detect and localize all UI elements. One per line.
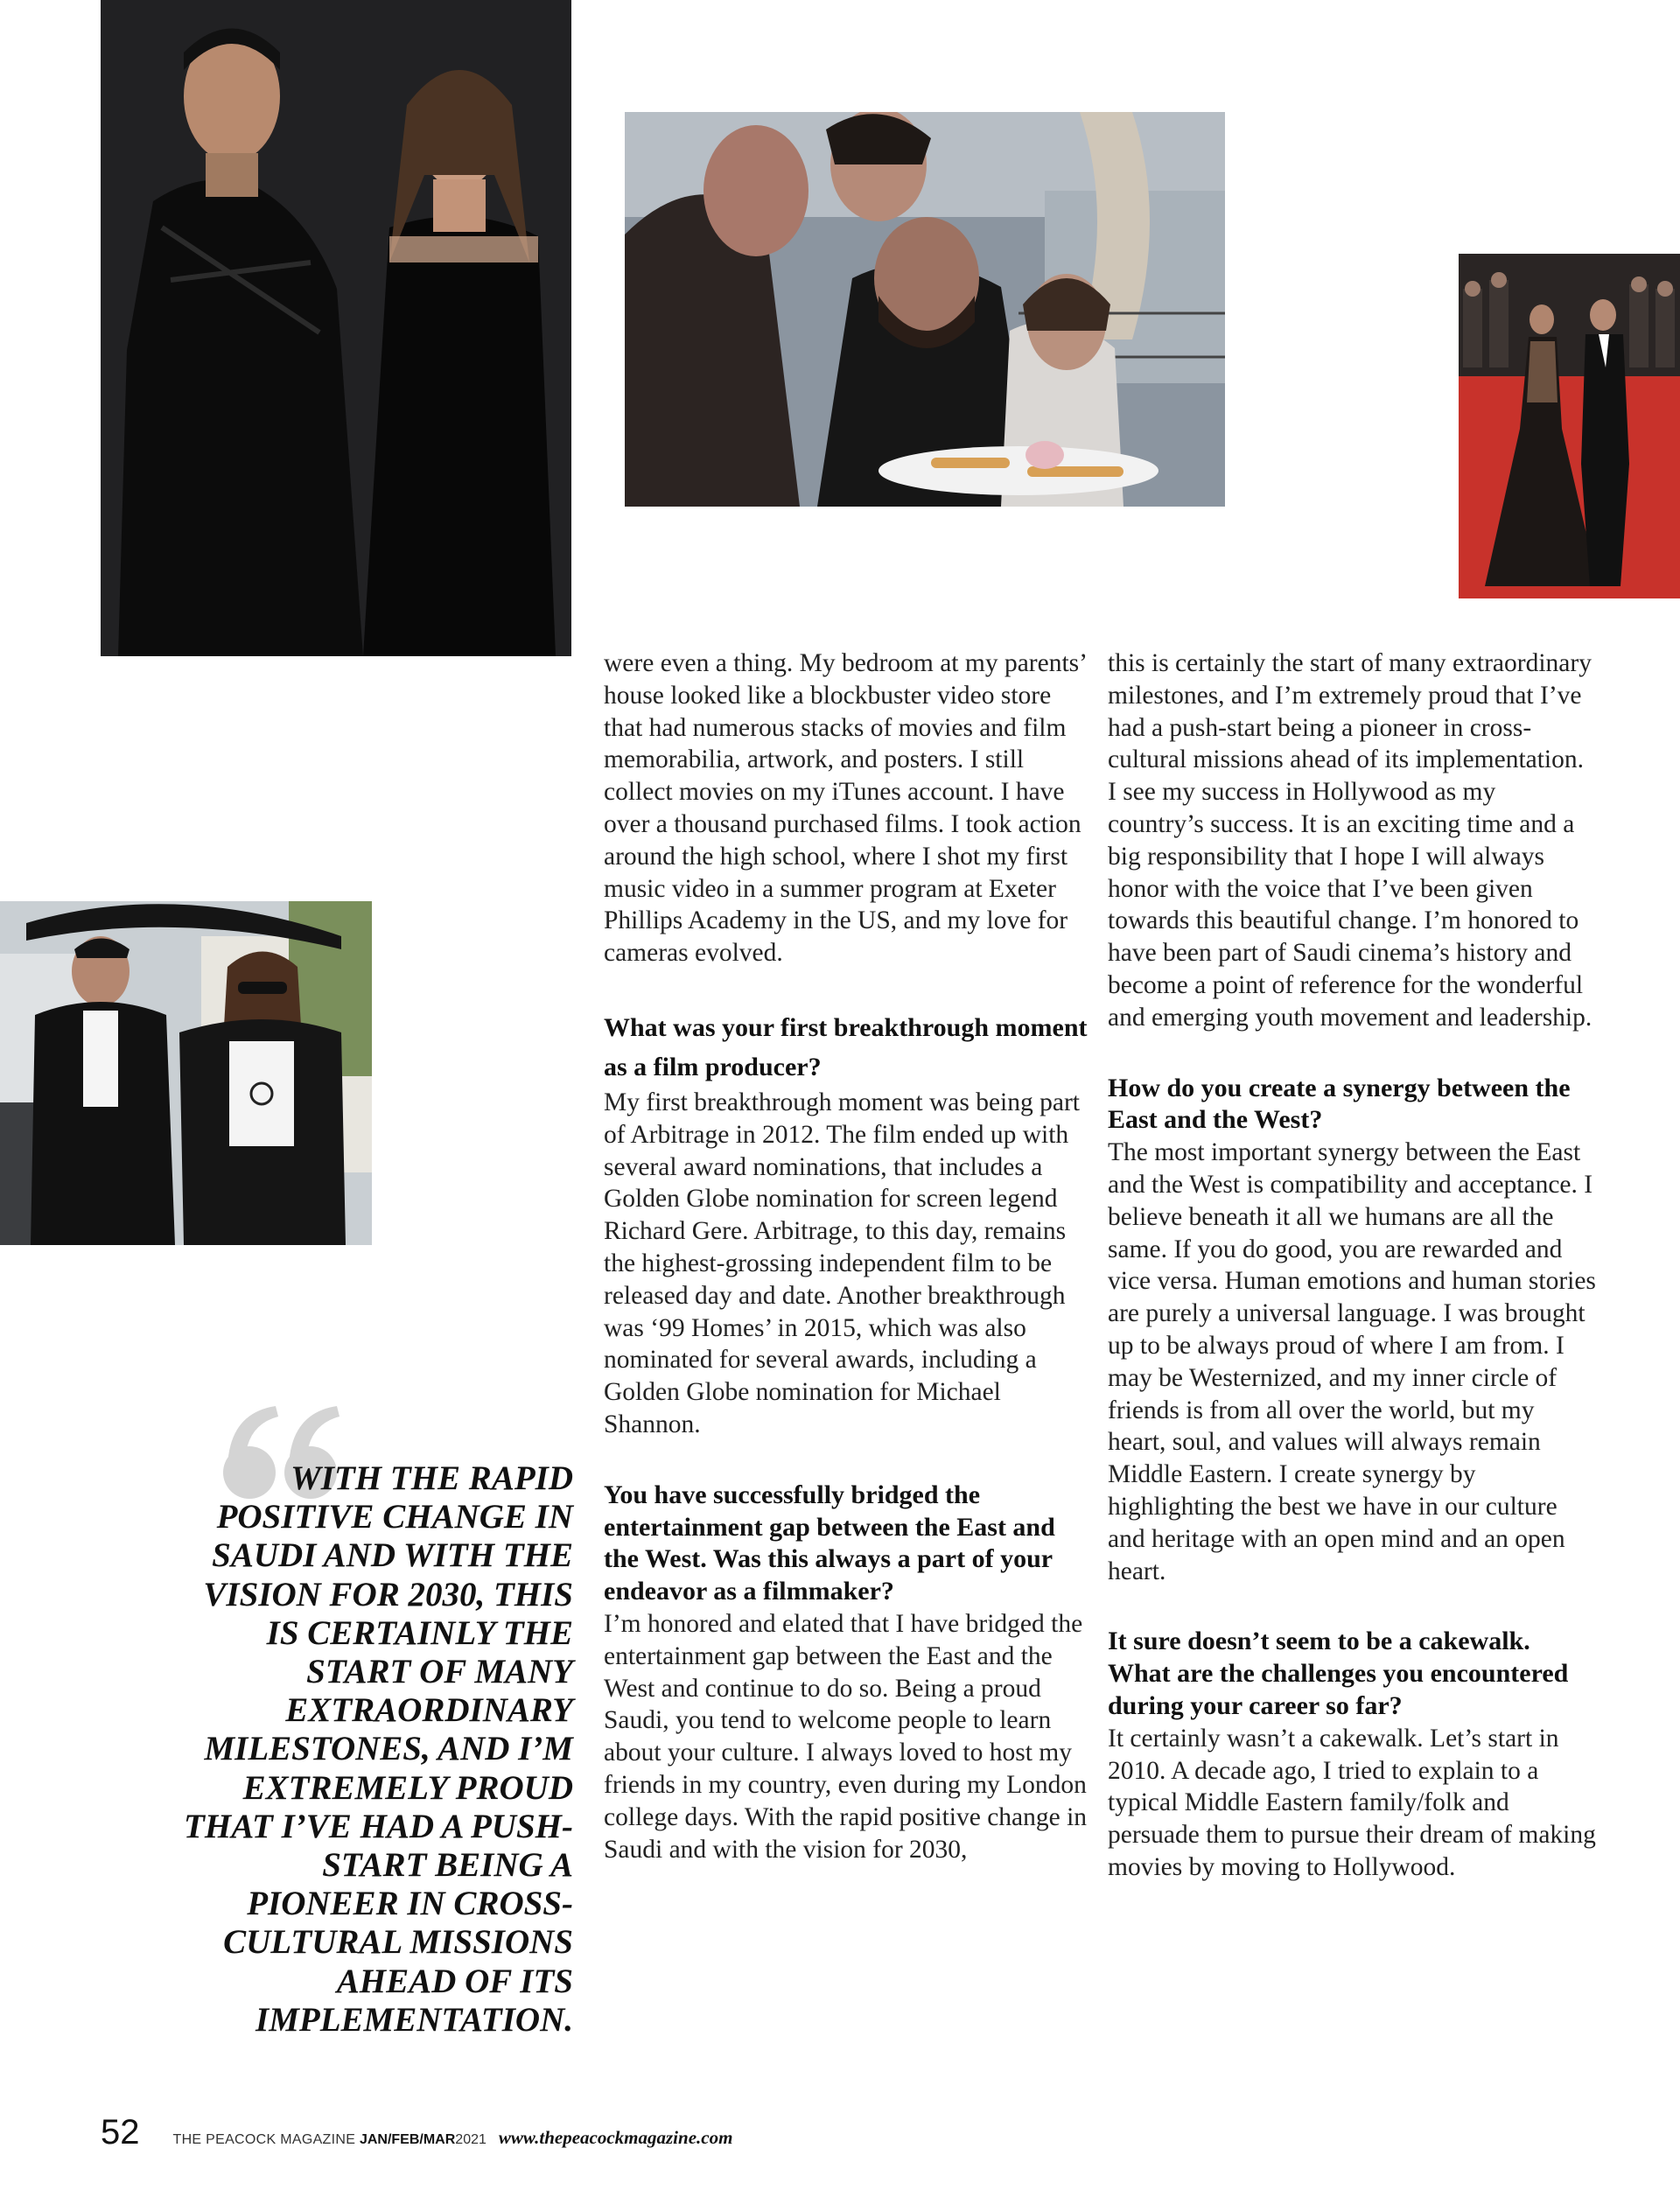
question-bridging-east-west: You have successfully bridged the entertainment gap between the East and the West. Was this always a part of your endeavor as a filmmaker? xyxy=(604,1480,1055,1606)
website-link[interactable]: www.thepeacockmagazine.com xyxy=(498,2127,733,2148)
page-footer xyxy=(101,2113,732,2157)
photo-friends-by-sea xyxy=(625,112,1225,507)
photo-couple-under-umbrella xyxy=(0,901,372,1245)
issue-label: JAN/FEB/MAR xyxy=(359,2132,456,2147)
column-2-paragraph: this is certainly the start of many extraordinary milestones, and I’m extremely proud that I’ve had a push-start being a pioneer in cross-cultural missions ahead of its implementation. I see my success in Hollywood as my country’s success. It is an exciting time and a big responsibility that I hope I will always honor with the voice that I’ve been given towards this beautiful change. I’m honored to have been part of Saudi cinema’s history and become a point of reference for the wonderful and emerging youth movement and leadership. xyxy=(1108,649,1592,1032)
issue-year: 2021 xyxy=(455,2132,486,2147)
article-column-1 xyxy=(604,647,1094,1865)
column-1-paragraph: were even a thing. My bedroom at my parents’ house looked like a blockbuster video store that had numerous stacks of movies and film memorabilia, artwork, and posters. I still collect movies on my iTunes account. I have over a thousand purchased films. I took action around the high school, where I shot my first music video in a summer program at Exeter Phillips Academy in the US, and my love for cameras evolved. xyxy=(604,649,1086,968)
question-synergy: How do you create a synergy between the East and the West? xyxy=(1108,1073,1571,1135)
pull-quote: WITH THE RAPID POSITIVE CHANGE IN SAUDI AND WITH THE VISION FOR 2030, THIS IS CERTAINLY THE START OF MANY EXTRAORDINARY MILESTONES, AND I’M EXTREMELY PROUD THAT I’VE HAD A PUSH-START BEING A PIONEER IN CROSS-CULTURAL MISSIONS AHEAD OF ITS IMPLEMENTATION. xyxy=(184,1459,573,2039)
photo-red-carpet-couple xyxy=(1459,254,1680,598)
answer-first-breakthrough: My first breakthrough moment was being part of Arbitrage in 2012. The film ended up with several award nominations, that includes a Golden Globe nomination for screen legend Richard Gere. Arbitrage, to this day, remains the highest-grossing independent film to be released day and date. Another breakthrough was ‘99 Homes’ in 2015, which was also nominated for several awards, including a Golden Globe nomination for Michael Shannon. xyxy=(604,1088,1080,1438)
question-challenges: It sure doesn’t seem to be a cakewalk. What are the challenges you encountered during your career so far? xyxy=(1108,1627,1569,1720)
answer-synergy: The most important synergy between the East and the West is compatibility and acceptance. I believe beneath it all we humans are all the same. If you do good, you are rewarded and vice versa. Human emotions and human stories are purely a universal language. I was brought up to be always proud of where I am from. I may be Westernized, and my inner circle of friends is from all over the world, but my heart, soul, and values will always remain Middle Eastern. I create synergy by highlighting the best we have in our culture and heritage with an open mind and an open heart. xyxy=(1108,1138,1596,1585)
photo-couple-black-outfits xyxy=(101,0,571,656)
answer-challenges: It certainly wasn’t a cakewalk. Let’s start in 2010. A decade ago, I tried to explain to a typical Middle Eastern family/folk and persuade them to pursue their dream of making movies by moving to Hollywood. xyxy=(1108,1724,1596,1881)
question-first-breakthrough: What was your first breakthrough moment as a film producer? xyxy=(604,1012,1088,1081)
answer-bridging-east-west: I’m honored and elated that I have bridged the entertainment gap between the East and the West and continue to do so. Being a proud Saudi, you tend to welcome people to learn about your culture. I always loved to host my friends in my country, even during my London college days. With the rapid positive change in Saudi and with the vision for 2030, xyxy=(604,1609,1088,1864)
article-column-2 xyxy=(1108,647,1598,1884)
magazine-name: THE PEACOCK MAGAZINE xyxy=(172,2132,360,2147)
page-number: 52 xyxy=(101,2113,140,2152)
